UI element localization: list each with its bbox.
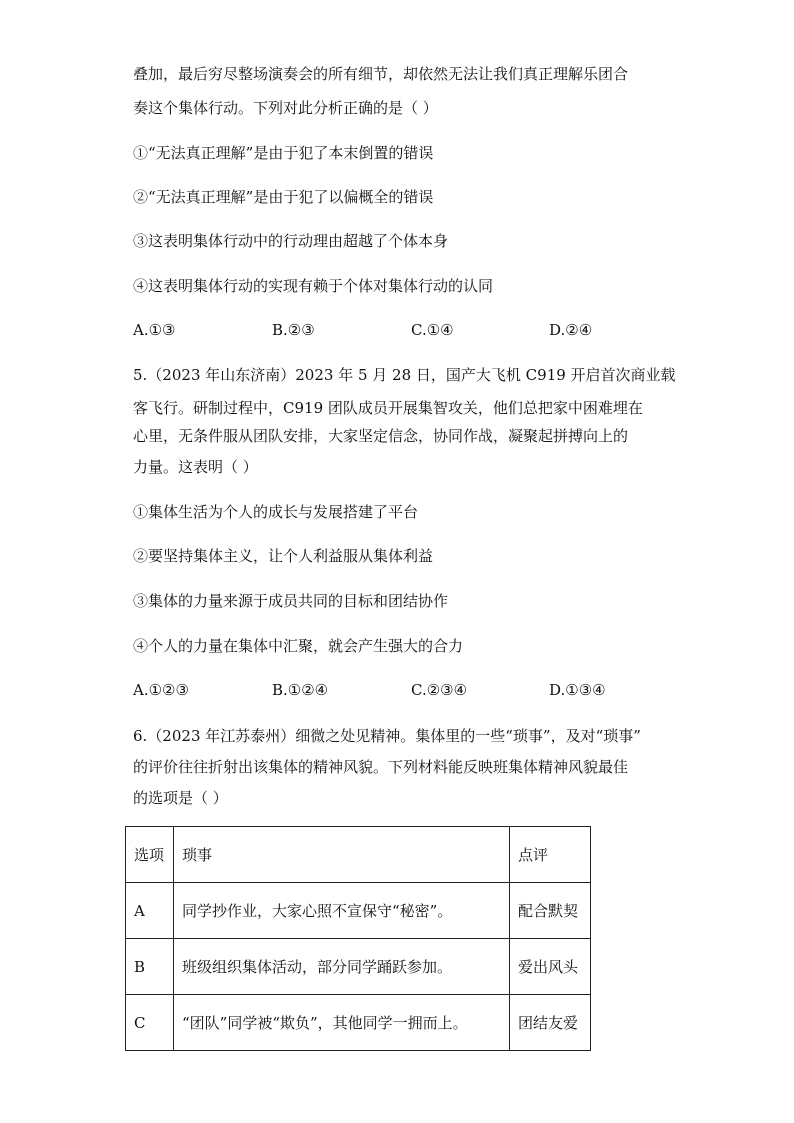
table-cell-option: A bbox=[126, 883, 174, 939]
q4-statement-3: ③这表明集体行动中的行动理由超越了个体本身 bbox=[133, 232, 449, 250]
table-cell-comment: 配合默契 bbox=[510, 883, 591, 939]
table-row bbox=[126, 883, 591, 939]
q4-stem-line-2: 奏这个集体行动。下列对此分析正确的是（ ） bbox=[133, 99, 438, 117]
table-cell-matter: 同学抄作业，大家心照不宣保守“秘密”。 bbox=[174, 883, 510, 939]
q4-statement-1: ①“无法真正理解”是由于犯了本末倒置的错误 bbox=[133, 144, 434, 162]
q6-stem-line-2: 的评价往往折射出该集体的精神风貌。下列材料能反映班集体精神风貌最佳 bbox=[133, 758, 629, 776]
q4-option-c: C.①④ bbox=[411, 321, 454, 339]
table-cell-option: B bbox=[126, 939, 174, 995]
table-row bbox=[126, 939, 591, 995]
table-header-cell: 选项 bbox=[126, 827, 174, 883]
q4-options bbox=[133, 320, 693, 340]
q5-statement-4: ④个人的力量在集体中汇聚，就会产生强大的合力 bbox=[133, 637, 464, 655]
q5-statement-2: ②要坚持集体主义，让个人利益服从集体利益 bbox=[133, 547, 434, 565]
q5-option-a: A.①②③ bbox=[133, 681, 189, 699]
q5-statement-3: ③集体的力量来源于成员共同的目标和团结协作 bbox=[133, 592, 449, 610]
table-cell-comment: 爱出风头 bbox=[510, 939, 591, 995]
q4-option-a: A.①③ bbox=[133, 321, 176, 339]
table-row bbox=[126, 995, 591, 1051]
q5-stem-line-3: 心里，无条件服从团队安排，大家坚定信念，协同作战，凝聚起拼搏向上的 bbox=[133, 427, 629, 445]
q4-option-d: D.②④ bbox=[549, 321, 593, 339]
q5-option-c: C.②③④ bbox=[411, 681, 468, 699]
q5-option-b: B.①②④ bbox=[272, 681, 329, 699]
q5-option-d: D.①③④ bbox=[549, 681, 606, 699]
q5-statement-1: ①集体生活为个人的成长与发展搭建了平台 bbox=[133, 503, 419, 521]
q6-stem-line-3: 的选项是（ ） bbox=[133, 789, 228, 807]
table-cell-option: C bbox=[126, 995, 174, 1051]
table-cell-matter: “团队”同学被“欺负”，其他同学一拥而上。 bbox=[174, 995, 510, 1051]
q5-stem-line-2: 客飞行。研制过程中，C919 团队成员开展集智攻关，他们总把家中困难埋在 bbox=[133, 399, 643, 417]
q5-stem-line-4: 力量。这表明（ ） bbox=[133, 458, 258, 476]
q4-statement-4: ④这表明集体行动的实现有赖于个体对集体行动的认同 bbox=[133, 277, 494, 295]
q4-statement-2: ②“无法真正理解”是由于犯了以偏概全的错误 bbox=[133, 188, 434, 206]
q5-stem-line-1: 5.（2023 年山东济南）2023 年 5 月 28 日，国产大飞机 C919 开启首次商业载 bbox=[133, 366, 676, 384]
q5-options bbox=[133, 680, 693, 700]
table-header-row bbox=[126, 827, 591, 883]
table-header-cell: 琐事 bbox=[174, 827, 510, 883]
q6-table bbox=[125, 826, 591, 1051]
q4-option-b: B.②③ bbox=[272, 321, 315, 339]
table-cell-comment: 团结友爱 bbox=[510, 995, 591, 1051]
q6-stem-line-1: 6.（2023 年江苏泰州）细微之处见精神。集体里的一些“琐事”，及对“琐事” bbox=[133, 727, 641, 745]
q4-stem-line-1: 叠加，最后穷尽整场演奏会的所有细节，却依然无法让我们真正理解乐团合 bbox=[133, 65, 629, 83]
table-header-cell: 点评 bbox=[510, 827, 591, 883]
table-cell-matter: 班级组织集体活动，部分同学踊跃参加。 bbox=[174, 939, 510, 995]
